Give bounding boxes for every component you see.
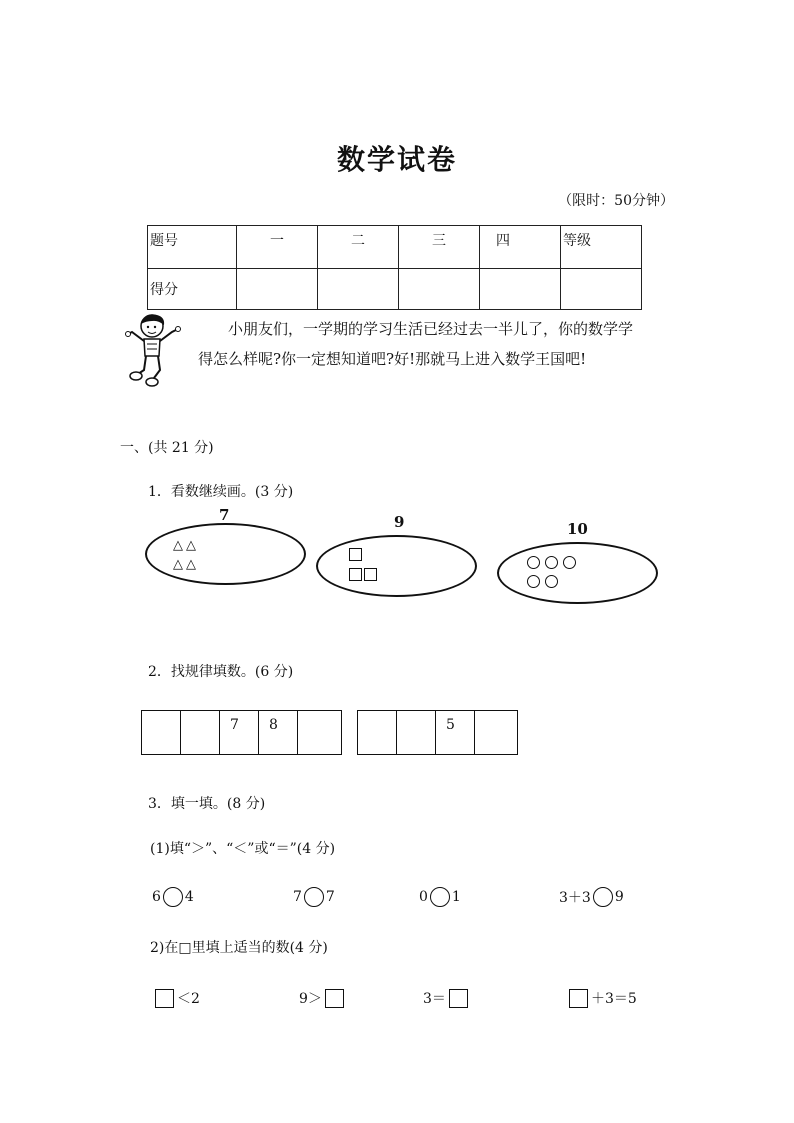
answer-circle[interactable] bbox=[593, 887, 613, 907]
number-box[interactable] bbox=[181, 711, 220, 754]
number-box[interactable] bbox=[358, 711, 397, 754]
score-cell[interactable] bbox=[318, 269, 399, 310]
answer-box[interactable] bbox=[325, 989, 344, 1008]
section-1-heading: 一、(共 21 分) bbox=[120, 440, 214, 456]
number-box[interactable] bbox=[475, 711, 514, 754]
fill-item bbox=[299, 988, 347, 1008]
question-1-label: 1．看数继续画。(3 分) bbox=[148, 484, 294, 500]
score-table-header-row bbox=[148, 226, 642, 269]
compare-left: 3＋3 bbox=[559, 890, 591, 906]
answer-circle[interactable] bbox=[304, 887, 324, 907]
number-box: 7 bbox=[220, 711, 259, 754]
group-number: 7 bbox=[219, 506, 230, 524]
header-cell: 三 bbox=[399, 226, 480, 269]
question-3-part-2-label: 2)在□里填上适当的数(4 分) bbox=[150, 940, 328, 956]
intro-line-2: 得怎么样呢?你一定想知道吧?好!那就马上进入数学王国吧! bbox=[198, 350, 587, 368]
triangle-row: △△ bbox=[173, 538, 199, 553]
ellipse-group-7 bbox=[145, 523, 306, 585]
fill-item bbox=[423, 988, 471, 1008]
answer-box[interactable] bbox=[449, 989, 468, 1008]
number-box[interactable] bbox=[142, 711, 181, 754]
fill-item bbox=[152, 988, 200, 1008]
question-3-part-1-label: (1)填“＞”、“＜”或“＝”(4 分) bbox=[150, 841, 336, 857]
number-box: 8 bbox=[259, 711, 298, 754]
square-row bbox=[349, 546, 364, 565]
triangle-row: △△ bbox=[173, 557, 199, 572]
header-cell: 四 bbox=[480, 226, 561, 269]
compare-left: 0 bbox=[419, 889, 428, 905]
compare-left: 7 bbox=[293, 889, 302, 905]
header-cell: 等级 bbox=[561, 226, 642, 269]
score-cell[interactable] bbox=[480, 269, 561, 310]
square-shape bbox=[349, 548, 362, 561]
header-cell: 题号 bbox=[148, 226, 237, 269]
score-cell[interactable] bbox=[561, 269, 642, 310]
circle-shape bbox=[527, 575, 540, 588]
ellipse-group-9 bbox=[316, 535, 477, 597]
compare-item bbox=[152, 887, 194, 907]
circle-shape bbox=[545, 556, 558, 569]
compare-item bbox=[419, 887, 461, 907]
question-2-label: 2．找规律填数。(6 分) bbox=[148, 664, 294, 680]
answer-circle[interactable] bbox=[163, 887, 183, 907]
number-box: 5 bbox=[436, 711, 475, 754]
score-table bbox=[147, 225, 642, 310]
score-table-score-row bbox=[148, 269, 642, 310]
cartoon-child-illustration bbox=[124, 312, 184, 390]
compare-right: 4 bbox=[184, 889, 194, 905]
answer-box[interactable] bbox=[569, 989, 588, 1008]
number-box-row-2 bbox=[357, 710, 518, 755]
circle-shape bbox=[545, 575, 558, 588]
ellipse-group-10 bbox=[497, 542, 658, 604]
score-cell[interactable] bbox=[399, 269, 480, 310]
circle-shape bbox=[527, 556, 540, 569]
square-shape bbox=[349, 568, 362, 581]
number-box-row-1 bbox=[141, 710, 342, 755]
row-label: 得分 bbox=[148, 269, 237, 310]
fill-item bbox=[566, 988, 637, 1008]
compare-item bbox=[293, 887, 335, 907]
circle-row bbox=[527, 554, 581, 573]
intro-line-1: 小朋友们，一学期的学习生活已经过去一半儿了，你的数学学 bbox=[228, 320, 634, 338]
fill-after: ＋3＝5 bbox=[591, 991, 637, 1007]
group-number: 9 bbox=[394, 513, 405, 531]
number-box[interactable] bbox=[298, 711, 337, 754]
page-title: 数学试卷 bbox=[336, 143, 457, 176]
circle-shape bbox=[563, 556, 576, 569]
square-row bbox=[349, 566, 379, 585]
circle-row bbox=[527, 573, 563, 592]
group-number: 10 bbox=[567, 520, 588, 538]
score-cell[interactable] bbox=[237, 269, 318, 310]
number-box[interactable] bbox=[397, 711, 436, 754]
header-cell: 一 bbox=[237, 226, 318, 269]
answer-circle[interactable] bbox=[430, 887, 450, 907]
time-limit: （限时：50分钟） bbox=[558, 193, 674, 209]
answer-box[interactable] bbox=[155, 989, 174, 1008]
fill-after: ＜2 bbox=[177, 991, 200, 1007]
compare-item bbox=[559, 887, 624, 907]
compare-left: 6 bbox=[152, 889, 161, 905]
square-shape bbox=[364, 568, 377, 581]
fill-before: 3＝ bbox=[423, 991, 446, 1007]
question-3-label: 3．填一填。(8 分) bbox=[148, 796, 266, 812]
header-cell: 二 bbox=[318, 226, 399, 269]
compare-right: 1 bbox=[451, 889, 461, 905]
compare-right: 9 bbox=[614, 889, 624, 905]
compare-right: 7 bbox=[325, 889, 335, 905]
fill-before: 9＞ bbox=[299, 991, 322, 1007]
